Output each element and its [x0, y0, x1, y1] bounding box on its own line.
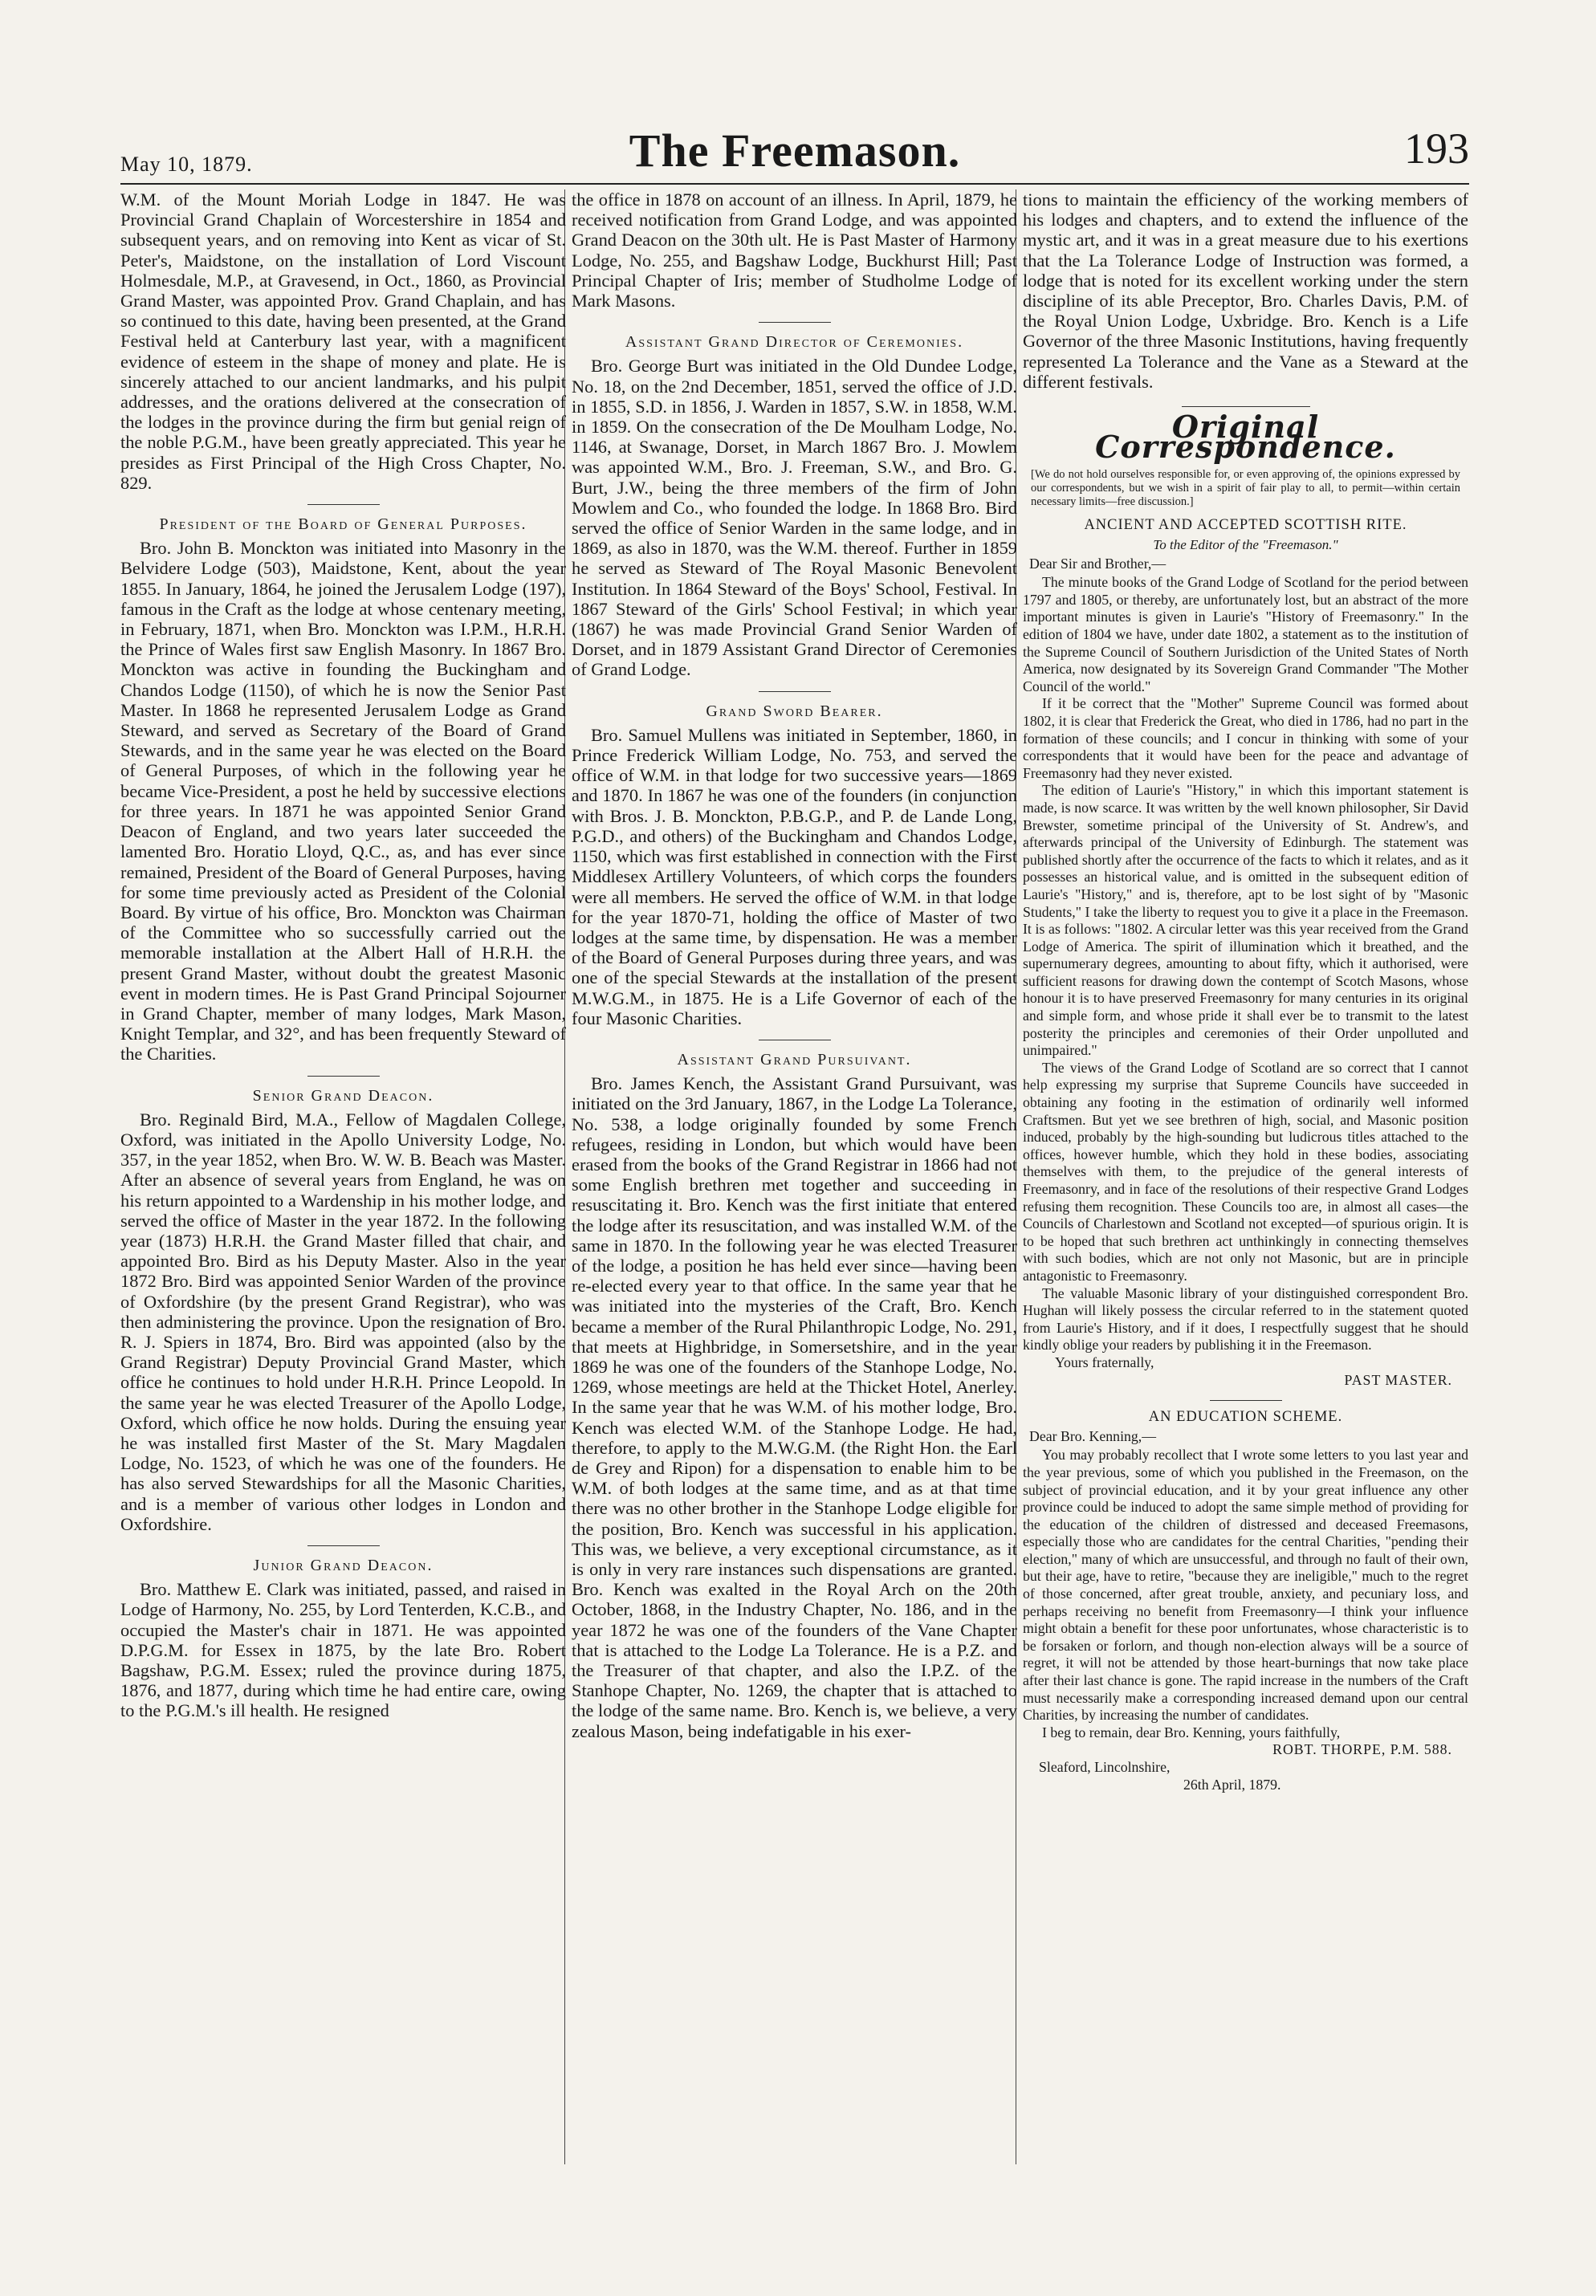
divider [1182, 406, 1310, 407]
section-heading: Grand Sword Bearer. [706, 702, 883, 720]
letter-addressee: To the Editor of the "Freemason." [1153, 537, 1338, 553]
divider [307, 1545, 380, 1546]
issue-date: May 10, 1879. [120, 153, 253, 176]
paragraph: Bro. James Kench, the Assistant Grand Pursuivant, was initiated on the 3rd January, 1867, in the Lodge La Tolerance, No. 538, a lodge originally founded by some French refugees, residing in London, but which would have been erased from the books of the Grand Registrar in 1866 had not some English brethren met together and succeeding in resuscitating it. Bro. Kench was the first initiate that entered the lodge after its resuscitation, and was installed W.M. of the same in 1870. In the following year he was elected Treasurer of the lodge, a position he has held ever since—having been re-elected every year to that office. In the same year that he was initiated into the mysteries of the Craft, Bro. Kench became a member of the Rural Philanthropic Lodge, No. 291, that meets at Highbridge, in Somersetshire, and in the year 1869 he was one of the founders of the Stanhope Lodge, No. 1269, whose meetings are held at the Thicket Hotel, Anerley. In the same year that he was W.M. of his mother lodge, Bro. Kench was elected W.M. of the Stanhope Lodge. He had, therefore, to apply to the M.W.G.M. (the Right Hon. the Earl de Grey and Ripon) for a dispensation to enable him to be W.M. of both lodges at the same time, and as at that time there was no other brother in the Stanhope Lodge eligible for the position, Bro. Kench was successful in his application. This was, we believe, a very exceptional circumstance, as it is only in very rare instances such dispensations are granted. Bro. Kench was exalted in the Royal Arch on the 20th October, 1868, in the Industry Chapter, No. 186, and in the year 1872 he was one of the founders of the Vane Chapter that is attached to the Lodge La Tolerance. He is a P.Z. and the Treasurer of that chapter, and also the I.P.Z. of the Stanhope Chapter, No. 1269, the chapter that is attached to the lodge of the same name. Bro. Kench is, we believe, a very zealous Mason, being indefatigable in his exer- [572, 1073, 1017, 1741]
letter-signoff: Yours fraternally, [1055, 1354, 1154, 1370]
paragraph: The views of the Grand Lodge of Scotland are so correct that I cannot help expressing my surprise that Supreme Councils have succeeded in obtaining any footing in the estimation of ordinarily well informed Craftsmen. But yet we see brethren of high, social, and Masonic position induced, probably by the high-sounding but ludicrous titles attached to the offices, however humble, which they hold in these bodies, associating themselves with them, to the prejudice of the general interests of Freemasonry, and in face of the resolutions of their respective Grand Lodges refusing them recognition. These Councils too are, in almost all cases—the Councils of Charlestown and Scotland not excepted—of spurious origin. It is to be hoped that such brethren act unthinkingly in connecting themselves with such bodies, which are not only not Masonic, but are in principle antagonistic to Freemasonry. [1023, 1059, 1468, 1284]
letter-salutation: Dear Bro. Kenning,— [1029, 1427, 1157, 1444]
letter-scottish-rite [1023, 517, 1468, 1389]
paragraph: the office in 1878 on account of an illness. In April, 1879, he received notification from Grand Lodge, and was appointed Grand Deacon on the 30th ult. He is Past Master of Harmony Lodge, No. 255, and Bagshaw Lodge, Buckhurst Hill; Past Principal Chapter of Iris; member of Studholme Lodge of Mark Masons. [572, 189, 1017, 311]
paragraph: W.M. of the Mount Moriah Lodge in 1847. He was Provincial Grand Chaplain of Worcestershire in 1854 and subsequent years, and on removing into Kent as vicar of St. Peter's, Maidstone, on the installation of Lord Viscount Holmesdale, M.P., at Gravesend, in Oct., 1860, as Provincial Grand Master, was appointed Prov. Grand Chaplain, and has so continued to this date, having been presented, at the Grand Festival held at Canterbury last year, with a magnificent evidence of esteem in the shape of money and plate. He is sincerely attached to our ancient landmarks, and his pulpit addresses, and the orations delivered at the consecration of the lodges in the province during the firm but genial reign of the noble P.G.M., have been greatly appreciated. This year he presides as First Principal of the High Cross Chapter, No. 829. [120, 189, 566, 493]
divider [307, 1076, 380, 1077]
section-heading: Assistant Grand Director of Ceremonies. [625, 333, 964, 352]
paragraph: The minute books of the Grand Lodge of Scotland for the period between 1797 and 1805, or thereby, are unfortunately lost, but an abstract of the more important minutes is given in Laurie's "History of Freemasonry." In the edition of 1804 we have, under date 1802, a statement as to the institution of the Supreme Council of Southern Jurisdiction of the United States of North America, now designated by its Sovereign Grand Commander "The Mother Council of the world." [1023, 574, 1468, 694]
paragraph: The edition of Laurie's "History," in which this important statement is made, is now scarce. It was written by the well known philosopher, Sir David Brewster, sometime principal of the University of St. Andrew's, and afterwards principal of the University of Edinburgh. The statement was published shortly after the occurrence of the facts to which it relates, and as it possesses an historical value, and is omitted in the subsequent edition of Laurie's "History," and is, therefore, apt to be lost sight of by "Masonic Students," I take the liberty to request you to give it a place in the Freemason. It is as follows: "1802. A circular letter was this year received from the Grand Lodge of America. The spirit of illumination which it breathed, and the supernumerary degrees, amounting to about fifty, which it authorised, were sufficient reasons for drawing down the contempt of Scotch Masons, whose honour it is to have preserved Freemasonry for many centuries in its original and simple form, and whose pride it shall ever be to transmit to the latest posterity the principles and ceremonies of their Order unpolluted and unimpaired." [1023, 782, 1468, 1059]
header-rule [120, 183, 1469, 185]
letter-signature: PAST MASTER. [1344, 1371, 1452, 1388]
letter-heading: AN EDUCATION SCHEME. [1148, 1409, 1343, 1426]
paragraph: The valuable Masonic library of your distinguished correspondent Bro. Hughan will likely possess the circular referred to in the statement quoted from Laurie's History, and if it does, I respectfully suggest that he should kindly oblige your readers by publishing it in the Freemason. [1023, 1284, 1468, 1354]
divider [759, 322, 831, 323]
paragraph: I beg to remain, dear Bro. Kenning, yours faithfully, [1042, 1724, 1341, 1740]
divider [1210, 1400, 1282, 1401]
paragraph: Bro. Matthew E. Clark was initiated, passed, and raised in Lodge of Harmony, No. 255, by Lord Tenterden, K.C.B., and occupied the Master's chair in 1871. He was appointed D.P.G.M. for Essex in 1875, by the late Bro. Robert Bagshaw, P.G.M. Essex; ruled the province during 1875, 1876, and 1877, during which time he had entire care, owing to the P.G.M.'s ill health. He resigned [120, 1579, 566, 1721]
paragraph: Bro. Reginald Bird, M.A., Fellow of Magdalen College, Oxford, was initiated in the Apollo University Lodge, No. 357, in the year 1852, when Bro. W. W. B. Beach was Master. After an absence of several years from England, he was on his return appointed to a Wardenship in his mother lodge, and served the office of Master in the year 1872. In the following year (1873) H.R.H. the Grand Master filled that chair, and appointed Bro. Bird as his Deputy Master. Also in the year 1872 Bro. Bird was appointed Senior Warden of the province of Oxfordshire (by the present Grand Registrar), who was then administering the province. Upon the resignation of Bro. R. J. Spiers in 1874, Bro. Bird was appointed (also by the Grand Registrar) Deputy Provincial Grand Master, which office he continues to hold under H.R.H. Prince Leopold. In the same year he was elected Treasurer of the Apollo Lodge, Oxford, which office he now holds. During the ensuing year he was installed first Master of the St. Mary Magdalen Lodge, No. 1523, of which he was one of the founders. He has also served Stewardships for all the Masonic Charities, and is a member of various other lodges in London and Oxfordshire. [120, 1109, 566, 1534]
section-heading: Assistant Grand Pursuivant. [677, 1050, 912, 1069]
column-1 [120, 189, 566, 1721]
paragraph: You may probably recollect that I wrote some letters to you last year and the year previous, some of which you published in the Freemason, on the subject of provincial education, and it by your great influence any other province could be induced to adopt the same simple method of providing for the education of the children of distressed and deceased Freemasons, especially those who are candidates for the central Charities, "pending their election," many of which are unsuccessful, and through no fault of their own, but their age, have to retire, "because they are ineligible," much to the regret of those concerned, after great trouble, anxiety, and pecuniary loss, and perhaps receiving no benefit from Freemasonry—I think your influence might obtain a benefit for these poor unfortunates, whose characteristic is to be forsaken or forlorn, and though non-election always will be a source of regret, it will not be attended by those heart-burnings that now take place after their last chance is gone. The rapid increase in the numbers of the Craft must necessarily make a corresponding increased demand upon our central Charities, by increasing the number of candidates. [1023, 1447, 1468, 1724]
divider [307, 504, 380, 505]
divider [759, 691, 831, 692]
letter-signature: ROBT. THORPE, P.M. 588. [1272, 1741, 1452, 1758]
column-2 [572, 189, 1017, 1741]
page-number: 193 [1404, 124, 1469, 173]
paragraph: If it be correct that the "Mother" Supreme Council was formed about 1802, it is clear that Frederick the Great, who died in 1786, had no part in the formation of these councils; and I concur in thinking with some of your correspondents that it would have been for the peace and advantage of Freemasonry had they never existed. [1023, 695, 1468, 781]
letter-salutation: Dear Sir and Brother,— [1029, 555, 1166, 572]
section-heading: President of the Board of General Purposes. [159, 515, 527, 534]
letter-heading: ANCIENT AND ACCEPTED SCOTTISH RITE. [1084, 517, 1407, 534]
paragraph: Bro. George Burt was initiated in the Old Dundee Lodge, No. 18, on the 2nd December, 1851, served the office of J.D. in 1855, S.D. in 1856, J. Warden in 1857, S.W. in 1858, W.M. in 1859. On the consecration of the De Moulham Lodge, No. 1146, at Swanage, Dorset, in March 1867 Bro. J. Mowlem was appointed W.M., Bro. J. Freeman, S.W., and Bro. G. Burt, J.W., being the three members of the firm of John Mowlem and Co., who founded the lodge. In 1868 Bro. Bird served the office of Senior Warden in the same lodge, and in 1869, as also in 1870, was the W.M. thereof. Further in 1859 he served as Steward of The Royal Masonic Benevolent Institution. In 1864 Steward of the Boys' School, Festival. In 1867 Steward of the Girls' School Festival; in which year (1867) he was made Provincial Grand Senior Warden of Dorset, and in 1879 Assistant Grand Director of Ceremonies of Grand Lodge. [572, 356, 1017, 680]
paragraph: Bro. Samuel Mullens was initiated in September, 1860, in Prince Frederick William Lodge, No. 753, and served the office of W.M. in that lodge for two successive years—1869 and 1870. In 1867 he was one of the founders (in conjunction with Bros. J. B. Monckton, P.B.G.P., and P. de Lande Long, P.G.D., and others) of the Buckingham and Chandos Lodge, 1150, which was first established in connection with the First Middlesex Artillery Volunteers, of which corps the founders were all members. He served the office of W.M. in that lodge for the year 1870-71, holding the office of Master of two lodges at the same time, by dispensation. He was a member of the Board of General Purposes during three years, and was one of the special Stewards at the installation of the present M.W.G.M., in 1875. He is a Life Governor of each of the four Masonic Charities. [572, 724, 1017, 1028]
masthead [120, 124, 1469, 180]
letter-date: 26th April, 1879. [1183, 1776, 1281, 1793]
editorial-disclaimer: [We do not hold ourselves responsible for, or even approving of, the opinions expressed by our correspondents, but we wish in a spirit of fair play to all, to permit—within certain necessary limits—free discussion.] [1031, 468, 1460, 509]
letter-education-scheme [1023, 1409, 1468, 1793]
column-3 [1023, 189, 1468, 1793]
correspondence-title: Original Correspondence. [1095, 409, 1396, 466]
newspaper-title: The Freemason. [629, 124, 961, 177]
letter-address: Sleaford, Lincolnshire, [1039, 1759, 1171, 1775]
paragraph: Bro. John B. Monckton was initiated into Masonry in the Belvidere Lodge (503), Maidstone, Kent, about the year 1855. In January, 1864, he joined the Jerusalem Lodge (197), famous in the Craft as the lodge at whose centenary meeting, in February, 1871, when Bro. Monckton was I.P.M., H.R.H. the Prince of Wales first saw English Masonry. In 1867 Bro. Monckton was active in founding the Buckingham and Chandos Lodge (1150), of which he is now the Senior Past Master. In 1868 he represented Jerusalem Lodge as Grand Steward, and served as Secretary of the Board of Grand Stewards, and in the same year he was elected on the Board of General Purposes, of which in the following year he became Vice-President, a post he held by successive elections for three years. In 1871 he was appointed Senior Grand Deacon of England, and two years later succeeded the lamented Bro. Horatio Lloyd, Q.C., as, and has ever since remained, President of the Board of General Purposes, having for some time previously acted as President of the Colonial Board. By virtue of his office, Bro. Monckton was Chairman of the Committee who so successfully carried out the memorable installation at the Albert Hall of H.R.H. the present Grand Master, without doubt the greatest Masonic event in modern times. He is Past Grand Principal Sojourner in Grand Chapter, member of many lodges, Mark Mason, Knight Templar, and 32°, and has been frequently Steward of the Charities. [120, 538, 566, 1065]
paragraph: tions to maintain the efficiency of the working members of his lodges and chapters, and to extend the influence of the mystic art, and it was in a great measure due to his exertions that the La Tolerance Lodge of Instruction was formed, a lodge that is noted for its excellent working under the stern discipline of its able Preceptor, Bro. Charles Davis, P.M. of the Royal Union Lodge, Uxbridge. Bro. Kench is a Life Governor of the three Masonic Institutions, having frequently represented La Tolerance and the Vane as a Steward at the different festivals. [1023, 189, 1468, 392]
section-heading: Senior Grand Deacon. [252, 1086, 434, 1105]
section-heading: Junior Grand Deacon. [253, 1557, 434, 1574]
